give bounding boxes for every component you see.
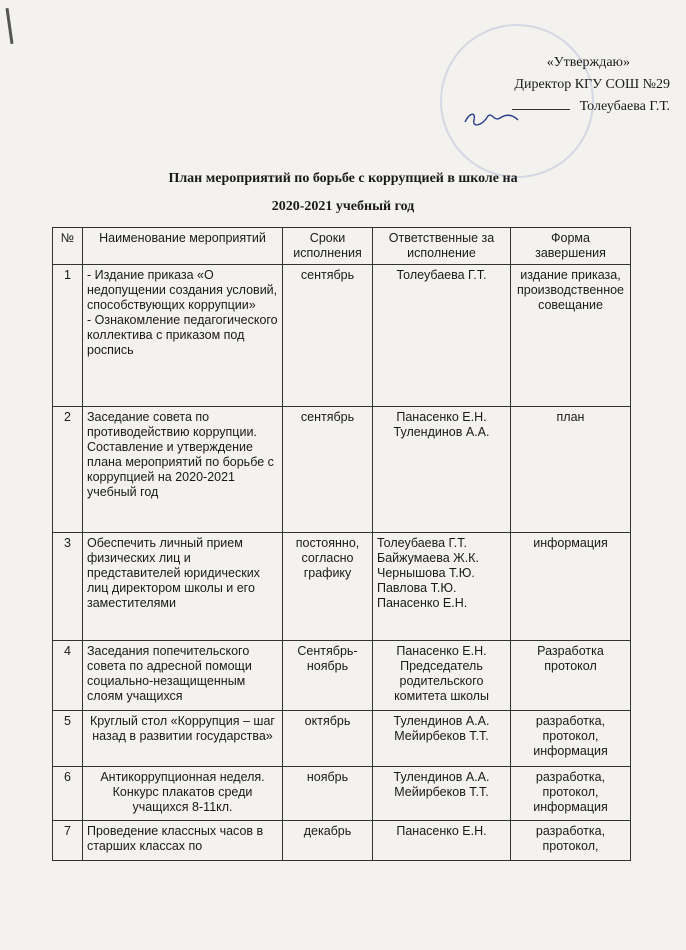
cell-num: 4 xyxy=(53,641,83,711)
doc-title-line2: 2020-2021 учебный год xyxy=(271,199,415,214)
cell-term: декабрь xyxy=(283,821,373,861)
cell-responsible: Панасенко Е.Н. Тулендинов А.А. xyxy=(373,407,511,533)
cell-form: разработка, протокол, информация xyxy=(511,711,631,767)
cell-term: сентябрь xyxy=(283,407,373,533)
header-name: Наименование мероприятий xyxy=(83,228,283,265)
approve-label: «Утверждаю» xyxy=(546,55,630,70)
cell-form: разработка, протокол, информация xyxy=(511,767,631,821)
cell-num: 5 xyxy=(53,711,83,767)
cell-term: октябрь xyxy=(283,711,373,767)
cell-responsible: Панасенко Е.Н. xyxy=(373,821,511,861)
scan-mark xyxy=(6,8,14,44)
cell-term: сентябрь xyxy=(283,265,373,407)
cell-form: разработка, протокол, xyxy=(511,821,631,861)
table-row xyxy=(53,265,631,407)
cell-responsible: Панасенко Е.Н. Председатель родительского комитета школы xyxy=(373,641,511,711)
cell-name: - Издание приказа «О недопущении создания условий, способствующих коррупции» - Ознакомление педагогического коллектива с приказом под роспись xyxy=(83,265,283,407)
cell-name: Заседание совета по противодействию коррупции. Составление и утверждение плана мероприятий по борьбе с коррупцией на 2020-2021 учебный год xyxy=(83,407,283,533)
signature-image xyxy=(462,108,522,130)
cell-term: постоянно, согласно графику xyxy=(283,533,373,641)
cell-num: 3 xyxy=(53,533,83,641)
cell-responsible: Тулендинов А.А. Мейирбеков Т.Т. xyxy=(373,767,511,821)
cell-num: 1 xyxy=(53,265,83,407)
table-row xyxy=(53,533,631,641)
cell-num: 7 xyxy=(53,821,83,861)
plan-table xyxy=(52,227,631,861)
table-row xyxy=(53,821,631,861)
header-form: Форма завершения xyxy=(511,228,631,265)
table-row xyxy=(53,711,631,767)
table-header-row xyxy=(53,228,631,265)
approve-name: Толеубаева Г.Т. xyxy=(579,99,670,114)
cell-form: Разработка протокол xyxy=(511,641,631,711)
cell-num: 2 xyxy=(53,407,83,533)
header-num: № xyxy=(53,228,83,265)
cell-form: план xyxy=(511,407,631,533)
cell-responsible: Тулендинов А.А. Мейирбеков Т.Т. xyxy=(373,711,511,767)
cell-num: 6 xyxy=(53,767,83,821)
cell-term: ноябрь xyxy=(283,767,373,821)
cell-responsible: Толеубаева Г.Т. xyxy=(373,265,511,407)
table-row xyxy=(53,641,631,711)
cell-responsible: Толеубаева Г.Т. Байжумаева Ж.К. Чернышова Т.Ю. Павлова Т.Ю. Панасенко Е.Н. xyxy=(373,533,511,641)
cell-name: Антикоррупционная неделя. Конкурс плакатов среди учащихся 8-11кл. xyxy=(83,767,283,821)
cell-form: издание приказа, производственное совещание xyxy=(511,265,631,407)
cell-name: Обеспечить личный прием физических лиц и представителей юридических лиц директором школы и его заместителями xyxy=(83,533,283,641)
cell-name: Круглый стол «Коррупция – шаг назад в развитии государства» xyxy=(83,711,283,767)
header-responsible: Ответственные за исполнение xyxy=(373,228,511,265)
table-row xyxy=(53,407,631,533)
approve-position: Директор КГУ СОШ №29 xyxy=(514,77,670,92)
header-term: Сроки исполнения xyxy=(283,228,373,265)
cell-form: информация xyxy=(511,533,631,641)
cell-name: Заседания попечительского совета по адресной помощи социально-незащищенным слоям учащихся xyxy=(83,641,283,711)
doc-title-line1: План мероприятий по борьбе с коррупцией в школе на xyxy=(168,171,518,186)
cell-name: Проведение классных часов в старших классах по xyxy=(83,821,283,861)
cell-term: Сентябрь-ноябрь xyxy=(283,641,373,711)
table-row xyxy=(53,767,631,821)
